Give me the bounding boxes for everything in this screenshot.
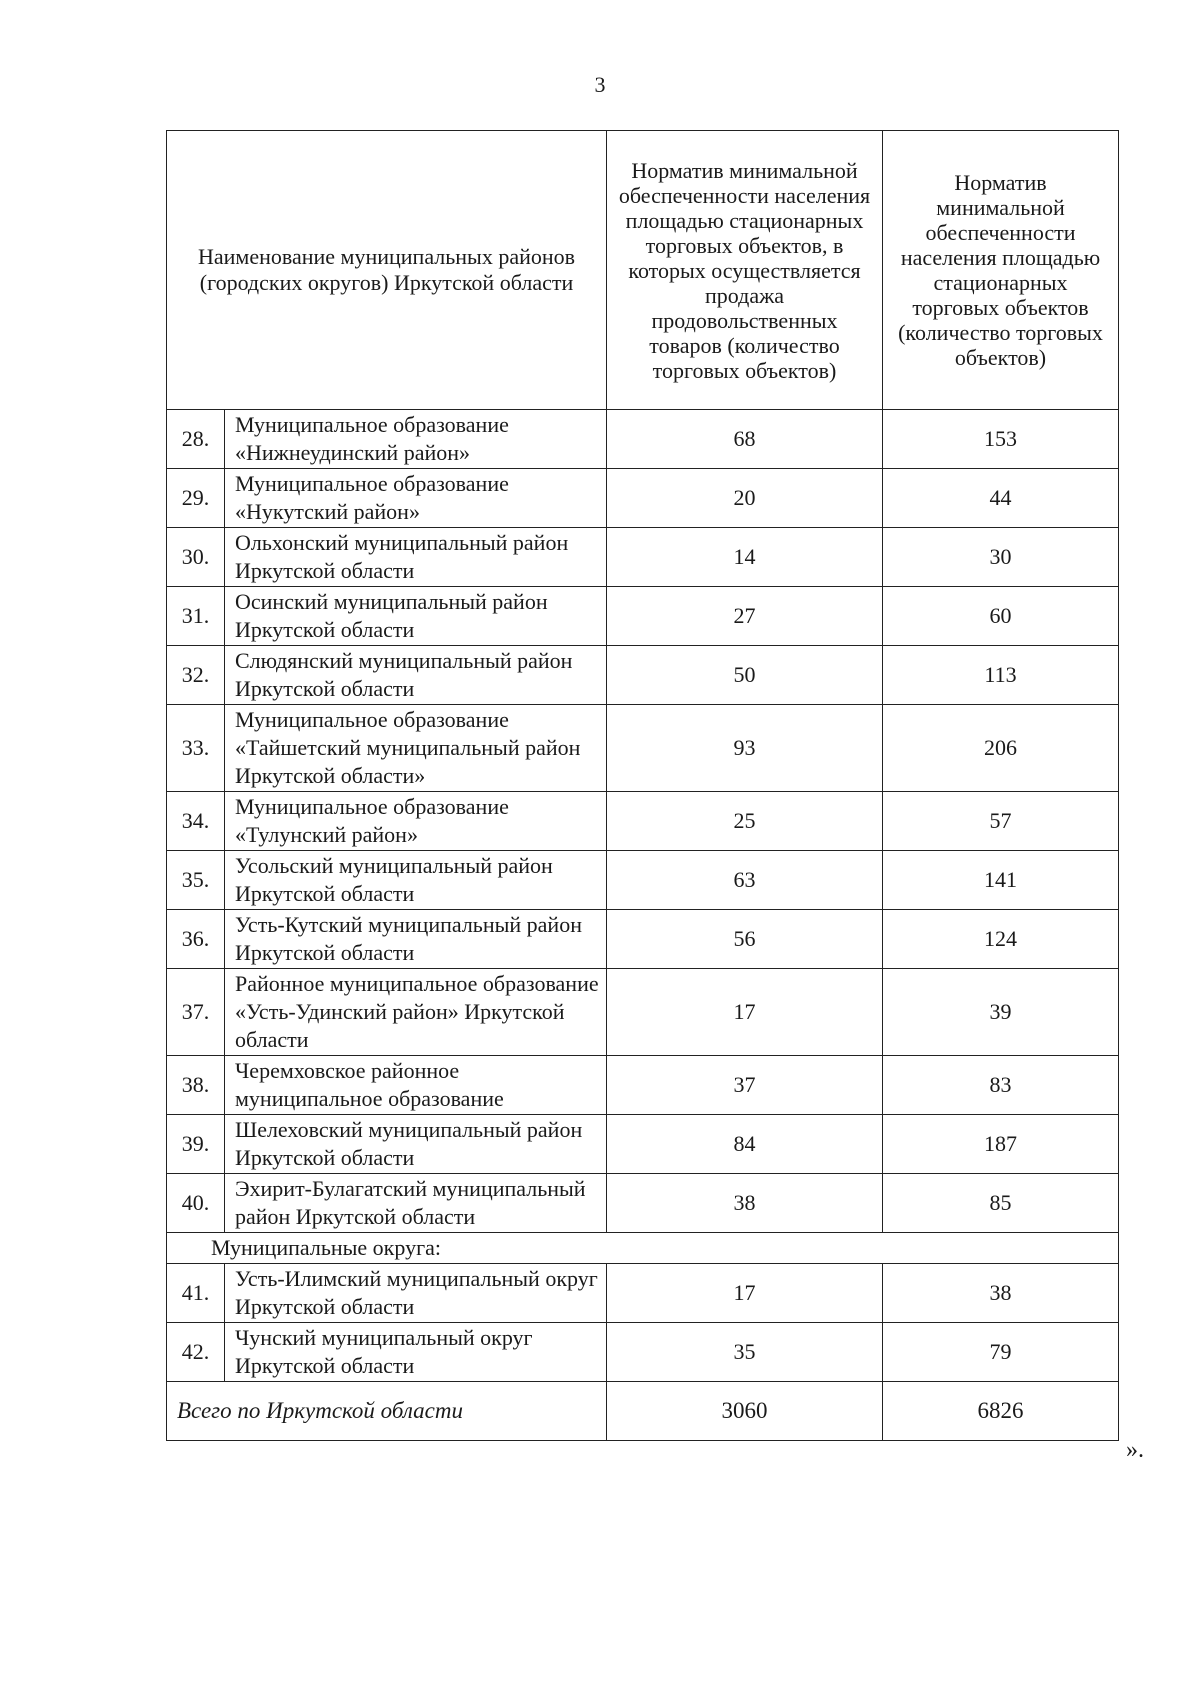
row-total-norm: 83	[883, 1056, 1119, 1115]
row-number: 33.	[167, 705, 225, 792]
row-number: 32.	[167, 646, 225, 705]
header-total-norm-column: Норматив минимальной обеспеченности населения площадью стационарных торговых объектов (количество торговых объектов)	[883, 131, 1119, 410]
table-row	[167, 1056, 1119, 1115]
row-name: Муниципальное образование «Нукутский район»	[225, 469, 607, 528]
row-food-norm: 56	[607, 910, 883, 969]
row-total-norm: 141	[883, 851, 1119, 910]
row-name: Эхирит-Булагатский муниципальный район Иркутской области	[225, 1174, 607, 1233]
table-row	[167, 969, 1119, 1056]
table-row	[167, 646, 1119, 705]
row-food-norm: 37	[607, 1056, 883, 1115]
total-row	[167, 1382, 1119, 1441]
row-total-norm: 38	[883, 1264, 1119, 1323]
table-row	[167, 587, 1119, 646]
row-number: 35.	[167, 851, 225, 910]
table-row	[167, 705, 1119, 792]
row-name: Усольский муниципальный район Иркутской области	[225, 851, 607, 910]
row-name: Ольхонский муниципальный район Иркутской области	[225, 528, 607, 587]
header-name-column: Наименование муниципальных районов (городских округов) Иркутской области	[167, 131, 607, 410]
table-row	[167, 1115, 1119, 1174]
row-name: Слюдянский муниципальный район Иркутской области	[225, 646, 607, 705]
row-number: 36.	[167, 910, 225, 969]
row-number: 40.	[167, 1174, 225, 1233]
total-label: Всего по Иркутской области	[167, 1382, 607, 1441]
row-number: 42.	[167, 1323, 225, 1382]
row-name: Муниципальное образование «Тайшетский муниципальный район Иркутской области»	[225, 705, 607, 792]
table-row	[167, 910, 1119, 969]
row-total-norm: 79	[883, 1323, 1119, 1382]
header-food-norm-column: Норматив минимальной обеспеченности населения площадью стационарных торговых объектов, в которых осуществляется продажа продовольственных товаров (количество торговых объектов)	[607, 131, 883, 410]
row-food-norm: 27	[607, 587, 883, 646]
table-row	[167, 1174, 1119, 1233]
row-total-norm: 153	[883, 410, 1119, 469]
row-name: Муниципальное образование «Тулунский район»	[225, 792, 607, 851]
row-name: Чунский муниципальный округ Иркутской области	[225, 1323, 607, 1382]
row-number: 29.	[167, 469, 225, 528]
row-food-norm: 25	[607, 792, 883, 851]
row-number: 28.	[167, 410, 225, 469]
row-food-norm: 84	[607, 1115, 883, 1174]
row-name: Усть-Кутский муниципальный район Иркутской области	[225, 910, 607, 969]
row-total-norm: 85	[883, 1174, 1119, 1233]
section-label: Муниципальные округа:	[167, 1233, 1119, 1264]
table-row	[167, 469, 1119, 528]
row-name: Осинский муниципальный район Иркутской области	[225, 587, 607, 646]
row-number: 30.	[167, 528, 225, 587]
row-food-norm: 14	[607, 528, 883, 587]
row-total-norm: 57	[883, 792, 1119, 851]
row-food-norm: 20	[607, 469, 883, 528]
row-name: Черемховское районное муниципальное образование	[225, 1056, 607, 1115]
row-number: 41.	[167, 1264, 225, 1323]
row-total-norm: 44	[883, 469, 1119, 528]
row-total-norm: 60	[883, 587, 1119, 646]
row-name: Шелеховский муниципальный район Иркутской области	[225, 1115, 607, 1174]
table-row	[167, 851, 1119, 910]
table-body	[167, 410, 1119, 1233]
row-food-norm: 38	[607, 1174, 883, 1233]
table-header-row	[167, 131, 1119, 410]
row-name: Муниципальное образование «Нижнеудинский район»	[225, 410, 607, 469]
row-food-norm: 68	[607, 410, 883, 469]
row-number: 34.	[167, 792, 225, 851]
section-table-body	[167, 1264, 1119, 1382]
table-row	[167, 1264, 1119, 1323]
row-name: Районное муниципальное образование «Усть-Удинский район» Иркутской области	[225, 969, 607, 1056]
section-header-row	[167, 1233, 1119, 1264]
row-food-norm: 17	[607, 969, 883, 1056]
table-row	[167, 1323, 1119, 1382]
row-food-norm: 93	[607, 705, 883, 792]
row-total-norm: 39	[883, 969, 1119, 1056]
norms-table	[166, 130, 1119, 1441]
row-food-norm: 50	[607, 646, 883, 705]
page-number: 3	[594, 72, 606, 97]
row-total-norm: 113	[883, 646, 1119, 705]
row-number: 31.	[167, 587, 225, 646]
row-total-norm: 30	[883, 528, 1119, 587]
table-row	[167, 792, 1119, 851]
row-name: Усть-Илимский муниципальный округ Иркутской области	[225, 1264, 607, 1323]
row-number: 37.	[167, 969, 225, 1056]
row-total-norm: 187	[883, 1115, 1119, 1174]
table-row	[167, 410, 1119, 469]
total-all-value: 6826	[883, 1382, 1119, 1441]
row-number: 39.	[167, 1115, 225, 1174]
table-row	[167, 528, 1119, 587]
row-total-norm: 124	[883, 910, 1119, 969]
row-food-norm: 35	[607, 1323, 883, 1382]
closing-quote: ».	[1126, 1437, 1144, 1463]
total-food-value: 3060	[607, 1382, 883, 1441]
row-food-norm: 63	[607, 851, 883, 910]
row-total-norm: 206	[883, 705, 1119, 792]
row-number: 38.	[167, 1056, 225, 1115]
row-food-norm: 17	[607, 1264, 883, 1323]
